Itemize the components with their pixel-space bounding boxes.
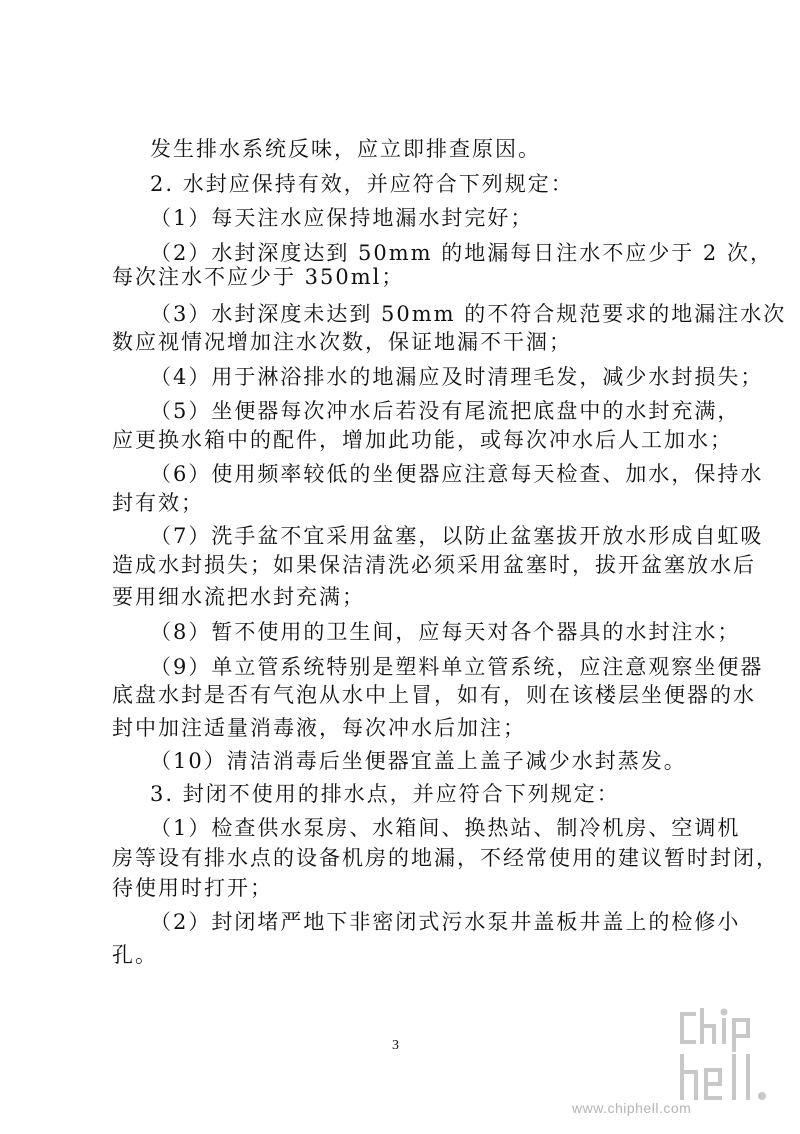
text-line: （8）暂不使用的卫生间，应每天对各个器具的水封注水； (150, 620, 741, 644)
watermark (572, 1006, 772, 1116)
text-line: 发生排水系统反味，应立即排查原因。 (150, 137, 541, 161)
text-line: 底盘水封是否有气泡从水中上冒，如有，则在该楼层坐便器的水 (112, 683, 756, 707)
text-line: （1）检查供水泵房、水箱间、换热站、制冷机房、空调机 (150, 816, 741, 840)
text-line: 封有效； (112, 491, 204, 515)
chiphell-logo (676, 1006, 772, 1106)
text-line: （1）每天注水应保持地漏水封完好； (150, 206, 534, 230)
text-line: （2）封闭堵严地下非密闭式污水泵井盖板井盖上的检修小 (150, 910, 741, 934)
watermark-url: www.chiphell.com (572, 1100, 692, 1116)
text-line: （7）洗手盆不宜采用盆塞，以防止盆塞拔开放水形成自虹吸 (150, 524, 764, 548)
text-line: （6）使用频率较低的坐便器应注意每天检查、加水，保持水 (150, 462, 764, 486)
text-line: （3）水封深度未达到 50mm 的不符合规范要求的地漏注水次 (150, 302, 787, 326)
text-line: （4）用于淋浴排水的地漏应及时清理毛发，减少水封损失； (150, 365, 764, 389)
text-line: 2. 水封应保持有效，并应符合下列规定： (150, 172, 574, 196)
text-line: 数应视情况增加注水次数，保证地漏不干涸； (112, 330, 572, 354)
text-line: 孔。 (112, 943, 158, 967)
text-line: 房等设有排水点的设备机房的地漏，不经常使用的建议暂时封闭， (112, 846, 779, 870)
text-line: 造成水封损失；如果保洁清洗必须采用盆塞时，拔开盆塞放水后 (112, 553, 756, 577)
text-line: 封中加注适量消毒液，每次冲水后加注； (112, 716, 526, 740)
text-line: 应更换水箱中的配件，增加此功能，或每次冲水后人工加水； (112, 428, 733, 452)
text-line: （2）水封深度达到 50mm 的地漏每日注水不应少于 2 次， (150, 241, 773, 265)
text-line: （5）坐便器每次冲水后若没有尾流把底盘中的水封充满， (150, 399, 741, 423)
text-line: 每次注水不应少于 350ml； (112, 265, 405, 289)
text-line: 3. 封闭不使用的排水点，并应符合下列规定： (150, 782, 620, 806)
text-line: （10）清洁消毒后坐便器宜盖上盖子减少水封蒸发。 (150, 749, 687, 773)
page-number: 3 (392, 1038, 399, 1053)
text-line: 待使用时打开； (112, 876, 273, 900)
text-line: （9）单立管系统特别是塑料单立管系统，应注意观察坐便器 (150, 655, 764, 679)
text-line: 要用细水流把水封充满； (112, 585, 365, 609)
